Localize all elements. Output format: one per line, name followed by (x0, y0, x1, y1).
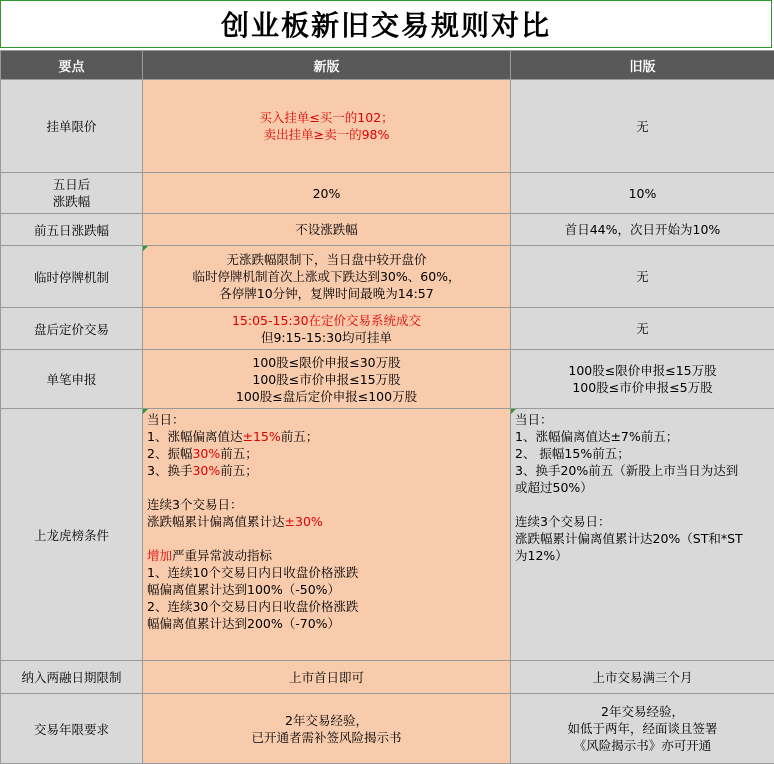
cell-line (147, 428, 506, 445)
cell-line: 幅偏离值累计达到100%（-50%） (147, 581, 506, 598)
new-cell (143, 173, 511, 214)
cell-line: 上市交易满三个月 (515, 669, 770, 686)
cell-line: 首日44%，次日开始为10% (515, 221, 770, 238)
cell-line: 1、涨幅偏离值达±7%前五； (515, 428, 770, 445)
text: 前五； (281, 429, 319, 444)
highlight-text: 30% (192, 446, 220, 461)
old-cell (511, 80, 774, 173)
cell-line: 当日： (515, 411, 770, 428)
cell-line: 卖出挂单≥卖一的98% (147, 126, 506, 143)
text: 涨跌幅累计偏离值累计达 (147, 514, 285, 529)
cell-line: 100股≤限价申报≤15万股 (515, 362, 770, 379)
row-label: 纳入两融日期限制 (1, 661, 143, 694)
text: 前五； (220, 446, 258, 461)
cell-line: 已开通者需补签风险揭示书 (147, 729, 506, 746)
table-row (1, 173, 774, 214)
cell-line: 无 (515, 320, 770, 337)
new-cell (143, 308, 511, 350)
highlight-text: 30% (192, 463, 220, 478)
cell-line: 幅偏离值累计达到200%（-70%） (147, 615, 506, 632)
row-label: 临时停牌机制 (1, 246, 143, 308)
table-row (1, 409, 774, 661)
cell-line: 但9:15-15:30均可挂单 (147, 329, 506, 346)
row-label-line: 五日后 (5, 176, 138, 193)
cell-line (147, 462, 506, 479)
spacer (515, 496, 770, 513)
new-cell (143, 409, 511, 661)
row-label: 盘后定价交易 (1, 308, 143, 350)
row-label: 单笔申报 (1, 350, 143, 409)
old-cell (511, 246, 774, 308)
table-row (1, 661, 774, 694)
cell-line: 上市首日即可 (147, 669, 506, 686)
cell-line: 涨跌幅累计偏离值累计达20%（ST和*ST (515, 530, 770, 547)
text: 严重异常波动指标 (172, 548, 272, 563)
cell-line: 或超过50%） (515, 479, 770, 496)
new-cell (143, 350, 511, 409)
table-row (1, 246, 774, 308)
row-label: 上龙虎榜条件 (1, 409, 143, 661)
new-cell (143, 661, 511, 694)
text: 3、换手 (147, 463, 192, 478)
cell-line: 10% (515, 185, 770, 202)
cell-line: 3、换手20%前五（新股上市当日为达到 (515, 462, 770, 479)
new-cell (143, 694, 511, 764)
spacer (147, 530, 506, 547)
cell-line (147, 445, 506, 462)
new-cell (143, 80, 511, 173)
cell-line (147, 547, 506, 564)
old-cell (511, 308, 774, 350)
cell-line: 连续3个交易日： (515, 513, 770, 530)
cell-line: 《风险揭示书》亦可开通 (515, 737, 770, 754)
row-label: 前五日涨跌幅 (1, 214, 143, 246)
cell-line: 2年交易经验， (147, 712, 506, 729)
header-row (1, 51, 774, 80)
cell-line: 1、连续10个交易日内日收盘价格涨跌 (147, 564, 506, 581)
header-point: 要点 (1, 51, 143, 80)
row-label-line: 涨跌幅 (5, 193, 138, 210)
table-row (1, 350, 774, 409)
cell-line: 为12%） (515, 547, 770, 564)
table-row (1, 214, 774, 246)
cell-line: 临时停牌机制首次上涨或下跌达到30%、60%， (147, 268, 506, 285)
cell-line: 当日： (147, 411, 506, 428)
cell-line: 无 (515, 268, 770, 285)
old-cell (511, 661, 774, 694)
text: 前五； (220, 463, 258, 478)
cell-line: 20% (147, 185, 506, 202)
cell-line: 15:05-15:30在定价交易系统成交 (147, 312, 506, 329)
cell-line: 不设涨跌幅 (147, 221, 506, 238)
cell-line: 100股≤盘后定价申报≤100万股 (147, 388, 506, 405)
highlight-text: 增加 (147, 548, 172, 563)
cell-line: 买入挂单≤买一的102； (147, 109, 506, 126)
cell-line: 2年交易经验， (515, 703, 770, 720)
table-row (1, 308, 774, 350)
cell-line (147, 513, 506, 530)
cell-line: 100股≤市价申报≤5万股 (515, 379, 770, 396)
spacer (147, 479, 506, 496)
cell-line: 无涨跌幅限制下，当日盘中较开盘价 (147, 251, 506, 268)
cell-line: 2、 振幅15%前五； (515, 445, 770, 462)
header-new: 新版 (143, 51, 511, 80)
cell-line: 100股≤市价申报≤15万股 (147, 371, 506, 388)
cell-line: 连续3个交易日： (147, 496, 506, 513)
page-title: 创业板新旧交易规则对比 (0, 0, 772, 48)
old-cell (511, 214, 774, 246)
old-cell (511, 694, 774, 764)
new-cell (143, 246, 511, 308)
old-cell (511, 350, 774, 409)
highlight-text: ±30% (285, 514, 323, 529)
header-old: 旧版 (511, 51, 774, 80)
cell-line: 如低于两年，经面谈且签署 (515, 720, 770, 737)
row-label: 挂单限价 (1, 80, 143, 173)
cell-line: 各停牌10分钟，复牌时间最晚为14:57 (147, 285, 506, 302)
comparison-table (0, 50, 774, 764)
text: 1、涨幅偏离值达 (147, 429, 242, 444)
table-row (1, 80, 774, 173)
cell-line: 100股≤限价申报≤30万股 (147, 354, 506, 371)
row-label: 交易年限要求 (1, 694, 143, 764)
new-cell (143, 214, 511, 246)
cell-line: 无 (515, 118, 770, 135)
highlight-text: ±15% (242, 429, 280, 444)
cell-line: 2、连续30个交易日内日收盘价格涨跌 (147, 598, 506, 615)
text: 2、振幅 (147, 446, 192, 461)
table-row (1, 694, 774, 764)
old-cell (511, 173, 774, 214)
old-cell (511, 409, 774, 661)
row-label (1, 173, 143, 214)
